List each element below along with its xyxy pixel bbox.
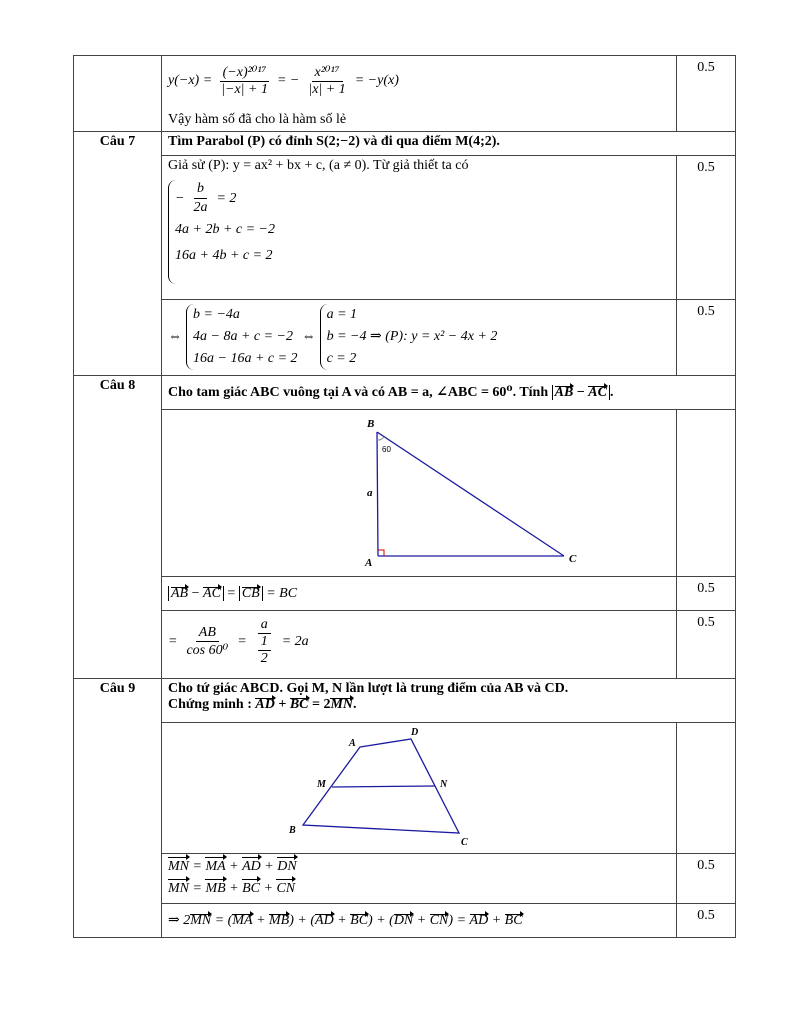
eq-right: = −y(x) — [354, 73, 399, 88]
system-line: 4a + 2b + c = −2 — [175, 222, 276, 237]
minus: − — [191, 585, 200, 601]
vector: MB — [269, 913, 290, 928]
title-line: Cho tứ giác ABCD. Gọi M, N lần lượt là trung điểm của AB và CD. — [168, 681, 569, 696]
table-row — [74, 132, 736, 156]
implies: ⇒ 2 — [168, 913, 191, 928]
intro-text: Giả sử (P): y = ax² + bx + c, (a ≠ 0). Từ giả thiết ta có — [168, 158, 469, 173]
title-text: Chứng minh : — [168, 697, 252, 712]
vector-magnitude — [239, 586, 263, 601]
equals: = — [168, 634, 178, 649]
paren: ) + ( — [289, 913, 316, 928]
vector: DN — [393, 913, 414, 928]
label-side-a: a — [367, 487, 373, 499]
side-bc — [377, 432, 564, 556]
equals: = — [192, 881, 202, 896]
sign: − — [175, 190, 185, 206]
table-row — [74, 577, 736, 611]
content-cell — [162, 854, 677, 904]
label-c: C — [461, 837, 468, 848]
paren: ) = — [448, 913, 467, 928]
table-row — [74, 376, 736, 410]
numerator: b — [194, 180, 207, 199]
vector: AD — [315, 913, 334, 928]
label-a: A — [365, 557, 373, 569]
denominator: cos 60⁰ — [186, 643, 229, 658]
table-row — [74, 854, 736, 904]
numerator: x²⁰¹⁷ — [312, 64, 343, 82]
label-b: B — [367, 418, 375, 430]
fraction — [190, 180, 210, 217]
vector: AD — [255, 697, 275, 712]
plus: + — [491, 913, 502, 928]
solution-line — [168, 617, 670, 667]
solution-line — [168, 878, 670, 900]
score-cell — [677, 56, 736, 132]
score-cell — [677, 611, 736, 679]
system-line — [175, 180, 275, 217]
question-label: Câu 9 — [74, 679, 162, 938]
table-row — [74, 723, 736, 854]
vector: MN — [168, 878, 189, 900]
angle-label: 60 — [382, 445, 391, 454]
vector-magnitude — [552, 385, 610, 400]
vector: AD — [242, 856, 261, 878]
vector: AB — [171, 585, 189, 601]
period: . — [609, 385, 614, 400]
score-cell — [677, 904, 736, 938]
table-row — [74, 904, 736, 938]
side-ab — [377, 432, 378, 556]
score: 0.5 — [697, 60, 715, 75]
content-cell — [162, 156, 677, 300]
fraction — [305, 64, 348, 98]
label-c: C — [569, 553, 577, 565]
equals: = — [237, 634, 247, 649]
table-row — [74, 300, 736, 376]
table-row — [74, 679, 736, 723]
denominator: 2a — [193, 200, 208, 215]
denominator: 2 — [260, 651, 268, 666]
vector: AD — [469, 913, 489, 928]
vector: MN — [190, 913, 212, 928]
score-cell — [677, 410, 736, 577]
equals: = — [227, 585, 236, 601]
numerator: 1 — [258, 634, 271, 651]
equals: = ( — [214, 913, 233, 928]
system-line: 16a − 16a + c = 2 — [193, 351, 298, 366]
numerator: (−x)²⁰¹⁷ — [220, 64, 270, 82]
solution-line — [168, 856, 670, 878]
label-m: M — [317, 779, 326, 790]
eq-right: = BC — [266, 585, 298, 601]
fraction — [258, 634, 271, 667]
equals: = 2 — [312, 697, 331, 712]
vector: AC — [203, 585, 221, 601]
content-cell — [162, 611, 677, 679]
solution-line — [168, 304, 670, 370]
score: 0.5 — [697, 858, 715, 873]
label-cell — [74, 56, 162, 132]
odd-function-equation — [168, 58, 670, 104]
score: 0.5 — [697, 304, 715, 319]
score: 0.5 — [697, 581, 715, 596]
system-line: a = 1 — [326, 307, 358, 322]
denominator: |x| + 1 — [308, 82, 346, 97]
vector: BC — [504, 913, 523, 928]
label-b: B — [289, 825, 296, 836]
table-row — [74, 410, 736, 577]
vector: MN — [330, 697, 354, 712]
eq-right: = 2a — [281, 634, 309, 649]
question-title — [162, 679, 736, 723]
denominator — [253, 634, 276, 667]
score-cell — [677, 854, 736, 904]
equation-system — [186, 304, 298, 370]
plus: + — [416, 913, 427, 928]
label-d: D — [411, 727, 419, 738]
title-text: Cho tam giác ABC vuông tại A và có AB = a, ∠ABC = 60⁰. Tính — [168, 385, 549, 400]
question-title — [162, 376, 736, 410]
vector: DN — [277, 856, 296, 878]
equivalent-arrow: ⇔ — [168, 329, 182, 344]
system-line: c = 2 — [326, 351, 357, 366]
equivalent-arrow: ⇔ — [301, 329, 316, 344]
vector: AC — [588, 385, 607, 400]
question-label: Câu 7 — [74, 132, 162, 376]
vector: MA — [232, 913, 253, 928]
title-line — [168, 697, 729, 713]
segment-mn — [332, 786, 435, 787]
plus: + — [278, 697, 287, 712]
score-cell — [677, 577, 736, 611]
vector: BC — [289, 697, 309, 712]
right-angle-marker — [378, 550, 384, 556]
table-row — [74, 611, 736, 679]
system-line: 16a + 4b + c = 2 — [175, 248, 273, 263]
period: . — [353, 697, 357, 712]
score-cell — [677, 300, 736, 376]
answer-table — [73, 55, 736, 938]
equation-system — [168, 180, 275, 284]
plus: + — [264, 859, 274, 874]
plus: + — [229, 859, 239, 874]
fraction — [253, 617, 276, 667]
question-label: Câu 8 — [74, 376, 162, 679]
equals: = — [192, 859, 202, 874]
denominator: |−x| + 1 — [221, 82, 268, 97]
vector: AB — [554, 385, 574, 400]
vector: CN — [276, 878, 295, 900]
plus: + — [229, 881, 239, 896]
system-line: b = −4 ⇒ (P): y = x² − 4x + 2 — [326, 329, 498, 344]
content-cell — [162, 577, 677, 611]
table-row — [74, 56, 736, 132]
system-line: 4a − 8a + c = −2 — [193, 329, 294, 344]
numerator: AB — [196, 625, 219, 642]
vector: BC — [350, 913, 369, 928]
question-title: Tìm Parabol (P) có đỉnh S(2;−2) và đi qua điểm M(4;2). — [162, 132, 736, 156]
vector: CB — [241, 585, 260, 601]
score: 0.5 — [697, 615, 715, 630]
vector: BC — [242, 878, 260, 900]
equation-system — [320, 304, 498, 370]
content-cell — [162, 56, 677, 132]
conclusion-text: Vậy hàm số đã cho là hàm số lẻ — [168, 112, 347, 127]
vector: MN — [168, 856, 189, 878]
score-cell — [677, 723, 736, 854]
figure-cell — [162, 410, 677, 577]
vector: CN — [429, 913, 449, 928]
score: 0.5 — [697, 908, 715, 923]
plus: + — [263, 881, 273, 896]
fraction — [218, 64, 271, 98]
right-triangle-figure — [162, 410, 677, 576]
plus: + — [256, 913, 266, 928]
eq-right: = 2 — [216, 190, 237, 206]
fraction — [183, 625, 231, 659]
score: 0.5 — [697, 160, 715, 175]
vector-magnitude — [168, 586, 224, 601]
table-row — [74, 156, 736, 300]
label-a: A — [349, 738, 356, 749]
quadrilateral-figure — [162, 723, 677, 853]
figure-cell — [162, 723, 677, 854]
label-n: N — [440, 779, 448, 790]
content-cell — [162, 300, 677, 376]
content-cell — [162, 904, 677, 938]
vector: MB — [205, 878, 225, 900]
angle-arc — [377, 437, 384, 440]
numerator: a — [258, 617, 271, 634]
system-line: b = −4a — [193, 307, 240, 322]
plus: + — [337, 913, 347, 928]
score-cell — [677, 156, 736, 300]
minus: − — [576, 385, 585, 400]
eq-left: y(−x) = — [168, 73, 213, 88]
eq-mid: = − — [276, 73, 300, 88]
paren: ) + ( — [368, 913, 394, 928]
vector: MA — [205, 856, 225, 878]
